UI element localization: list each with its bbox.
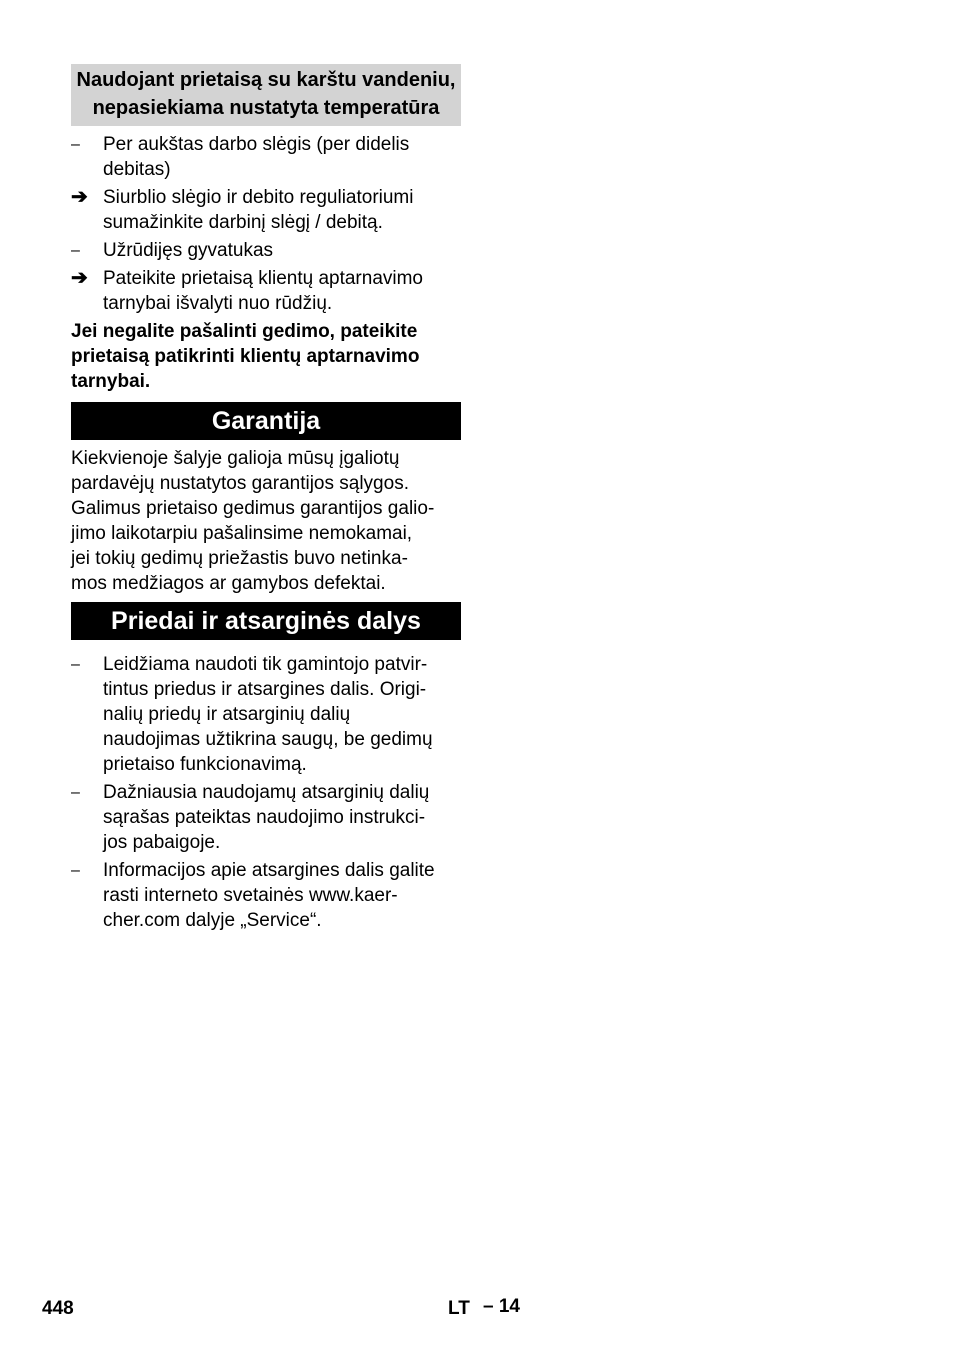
list-item-text: Siurblio slėgio ir debito reguliatoriumi sumažinkite darbinį slėgį / debitą. [103,187,414,233]
accessories-list [71,652,461,933]
list-item-text: Užrūdijęs gyvatukas [103,240,274,261]
accessories-heading: Priedai ir atsarginės dalys [71,602,461,640]
troubleshooting-heading: Naudojant prietaisą su karštu vandeniu, nepasiekiama nustatyta temperatūra [71,64,461,126]
list-item [71,266,461,316]
list-item-text: Per aukštas darbo slėgis (per didelis debitas) [103,134,410,180]
content-column [71,64,461,936]
language-code: LT [448,1298,470,1319]
list-item-text: Pateikite prietaisą klientų aptarnavimo tarnybai išvalyti nuo rūdžių. [103,268,424,314]
list-item [71,185,461,235]
page-number: 448 [42,1298,74,1319]
arrow-right-icon: ➔ [71,186,88,208]
dash-bullet: – [71,136,80,153]
list-item [71,652,461,777]
dash-bullet: – [71,784,80,801]
list-item-text: Informacijos apie atsargines dalis galite rasti interneto svetainės www.kaer- cher.com dalyje „Service“. [103,860,435,931]
list-item-text: Leidžiama naudoti tik gamintojo patvir- tintus priedus ir atsargines dalis. Origi- nalių priedų ir atsarginių dalių naudojimas užtikrina saugų, be gedimų prietaiso funkcionavimą. [103,654,433,775]
section-page-number: – 14 [483,1296,520,1317]
service-note: Jei negalite pašalinti gedimo, pateikite prietaisą patikrinti klientų aptarnavimo tarnybai. [71,321,420,392]
warranty-heading: Garantija [71,402,461,440]
list-item [71,132,461,182]
arrow-right-icon: ➔ [71,267,88,289]
warranty-paragraph: Kiekvienoje šalyje galioja mūsų įgaliotų pardavėjų nustatytos garantijos sąlygos. Galimus prietaiso gedimus garantijos galio- jimo laikotarpiu pašalinsime nemokamai, jei tokių gedimų priežastis buvo netinka- mos medžiagos ar gamybos defektai. [71,448,435,594]
list-item [71,238,461,263]
list-item [71,780,461,855]
dash-bullet: – [71,862,80,879]
dash-bullet: – [71,656,80,673]
list-item [71,858,461,933]
troubleshooting-list [71,132,461,316]
dash-bullet: – [71,242,80,259]
list-item-text: Dažniausia naudojamų atsarginių dalių sąrašas pateiktas naudojimo instrukci- jos pabaigoje. [103,782,430,853]
